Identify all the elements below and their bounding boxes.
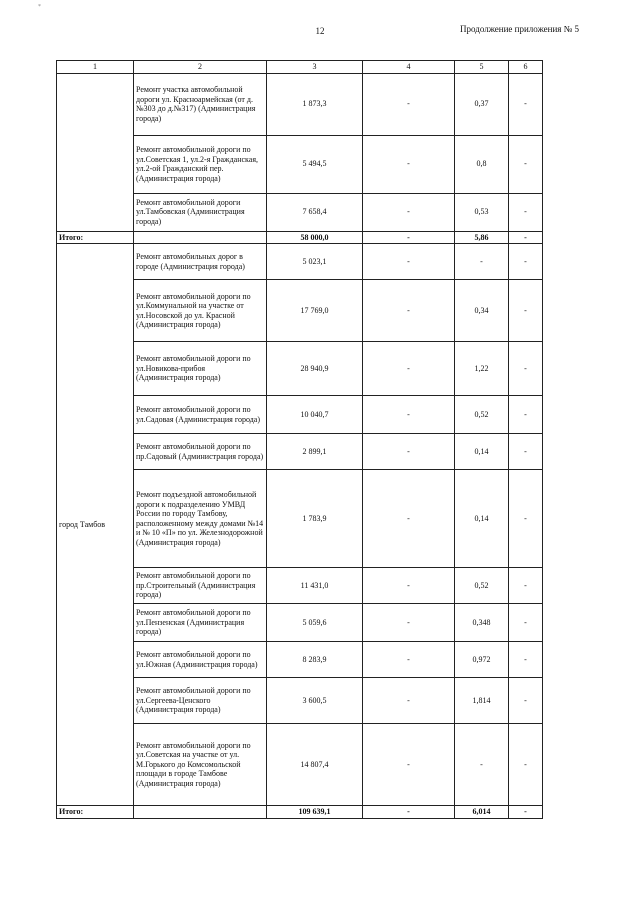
amount-cell: 5 023,1 xyxy=(267,244,363,280)
col5-cell: 0,52 xyxy=(455,568,509,604)
column-header: 5 xyxy=(455,61,509,74)
page-number: 12 xyxy=(315,26,325,36)
total-empty-cell xyxy=(134,231,267,244)
col5-cell: 0,972 xyxy=(455,642,509,678)
col4-cell: - xyxy=(363,604,455,642)
total-col5: 6,014 xyxy=(455,806,509,819)
amount-cell: 1 783,9 xyxy=(267,470,363,568)
amount-cell: 8 283,9 xyxy=(267,642,363,678)
work-description: Ремонт автомобильной дороги по ул.Садовая (Администрация города) xyxy=(134,396,267,434)
total-col4: - xyxy=(363,806,455,819)
col5-cell: - xyxy=(455,244,509,280)
total-col5: 5,86 xyxy=(455,231,509,244)
amount-cell: 17 769,0 xyxy=(267,280,363,342)
work-description: Ремонт автомобильной дороги по пр.Садовый (Администрация города) xyxy=(134,434,267,470)
amount-cell: 7 658,4 xyxy=(267,193,363,231)
total-amount: 109 639,1 xyxy=(267,806,363,819)
work-description: Ремонт автомобильной дороги ул.Тамбовская (Администрация города) xyxy=(134,193,267,231)
col6-cell: - xyxy=(509,342,543,396)
column-header: 2 xyxy=(134,61,267,74)
work-description: Ремонт автомобильной дороги по ул.Южная (Администрация города) xyxy=(134,642,267,678)
col5-cell: 1,814 xyxy=(455,678,509,724)
col5-cell: 1,22 xyxy=(455,342,509,396)
amount-cell: 5 059,6 xyxy=(267,604,363,642)
column-header-row xyxy=(57,61,543,74)
appendix-note: Продолжение приложения № 5 xyxy=(460,24,580,34)
col4-cell: - xyxy=(363,135,455,193)
column-header: 1 xyxy=(57,61,134,74)
col4-cell: - xyxy=(363,280,455,342)
col4-cell: - xyxy=(363,434,455,470)
work-description: Ремонт автомобильных дорог в городе (Администрация города) xyxy=(134,244,267,280)
col6-cell: - xyxy=(509,604,543,642)
col6-cell: - xyxy=(509,434,543,470)
amount-cell: 5 494,5 xyxy=(267,135,363,193)
col6-cell: - xyxy=(509,642,543,678)
col4-cell: - xyxy=(363,568,455,604)
col4-cell: - xyxy=(363,396,455,434)
total-empty-cell xyxy=(134,806,267,819)
col5-cell: - xyxy=(455,724,509,806)
work-description: Ремонт автомобильной дороги по ул.Новикова-прибоя (Администрация города) xyxy=(134,342,267,396)
col4-cell: - xyxy=(363,724,455,806)
col4-cell: - xyxy=(363,642,455,678)
table-row xyxy=(57,244,543,280)
total-label: Итого: xyxy=(57,231,134,244)
col6-cell: - xyxy=(509,280,543,342)
col6-cell: - xyxy=(509,244,543,280)
amount-cell: 14 807,4 xyxy=(267,724,363,806)
amount-cell: 3 600,5 xyxy=(267,678,363,724)
col5-cell: 0,348 xyxy=(455,604,509,642)
col5-cell: 0,53 xyxy=(455,193,509,231)
total-col6: - xyxy=(509,231,543,244)
column-header: 4 xyxy=(363,61,455,74)
col4-cell: - xyxy=(363,244,455,280)
work-description: Ремонт подъездной автомобильной дороги к подразделению УМВД России по городу Тамбову, расположенному между домами №14 и № 10 «П» по ул. Железнодорожной (Администрация города) xyxy=(134,470,267,568)
amount-cell: 10 040,7 xyxy=(267,396,363,434)
work-description: Ремонт автомобильной дороги по ул.Советская на участке от ул. М.Горького до Комсомольской площади в городе Тамбове (Администрация города) xyxy=(134,724,267,806)
total-col4: - xyxy=(363,231,455,244)
amount-cell: 28 940,9 xyxy=(267,342,363,396)
col6-cell: - xyxy=(509,396,543,434)
roads-table xyxy=(56,60,543,819)
work-description: Ремонт автомобильной дороги по ул.Советская 1, ул.2-я Гражданская, ул.2-ой Гражданский пер. (Администрация города) xyxy=(134,135,267,193)
col6-cell: - xyxy=(509,568,543,604)
total-amount: 58 000,0 xyxy=(267,231,363,244)
col5-cell: 0,37 xyxy=(455,73,509,135)
col5-cell: 0,14 xyxy=(455,470,509,568)
work-description: Ремонт автомобильной дороги по ул.Сергеева-Ценского (Администрация города) xyxy=(134,678,267,724)
total-row xyxy=(57,806,543,819)
column-header: 3 xyxy=(267,61,363,74)
col6-cell: - xyxy=(509,193,543,231)
col6-cell: - xyxy=(509,73,543,135)
region-cell: город Тамбов xyxy=(57,244,134,806)
work-description: Ремонт автомобильной дороги по ул.Пензенская (Администрация города) xyxy=(134,604,267,642)
col4-cell: - xyxy=(363,193,455,231)
col4-cell: - xyxy=(363,342,455,396)
work-description: Ремонт автомобильной дороги по пр.Строительный (Администрация города) xyxy=(134,568,267,604)
col4-cell: - xyxy=(363,678,455,724)
total-row xyxy=(57,231,543,244)
amount-cell: 2 899,1 xyxy=(267,434,363,470)
amount-cell: 1 873,3 xyxy=(267,73,363,135)
work-description: Ремонт автомобильной дороги по ул.Коммунальной на участке от ул.Носовской до ул. Красной (Администрация города) xyxy=(134,280,267,342)
col4-cell: - xyxy=(363,470,455,568)
total-col6: - xyxy=(509,806,543,819)
amount-cell: 11 431,0 xyxy=(267,568,363,604)
col6-cell: - xyxy=(509,470,543,568)
col5-cell: 0,8 xyxy=(455,135,509,193)
col5-cell: 0,14 xyxy=(455,434,509,470)
col5-cell: 0,34 xyxy=(455,280,509,342)
col6-cell: - xyxy=(509,678,543,724)
work-description: Ремонт участка автомобильной дороги ул. Красноармейская (от д.№303 до д.№317) (Администрация города) xyxy=(134,73,267,135)
corner-mark: * xyxy=(38,4,41,10)
col5-cell: 0,52 xyxy=(455,396,509,434)
column-header: 6 xyxy=(509,61,543,74)
total-label: Итого: xyxy=(57,806,134,819)
col6-cell: - xyxy=(509,724,543,806)
col4-cell: - xyxy=(363,73,455,135)
col6-cell: - xyxy=(509,135,543,193)
region-cell xyxy=(57,73,134,231)
table-row xyxy=(57,73,543,135)
